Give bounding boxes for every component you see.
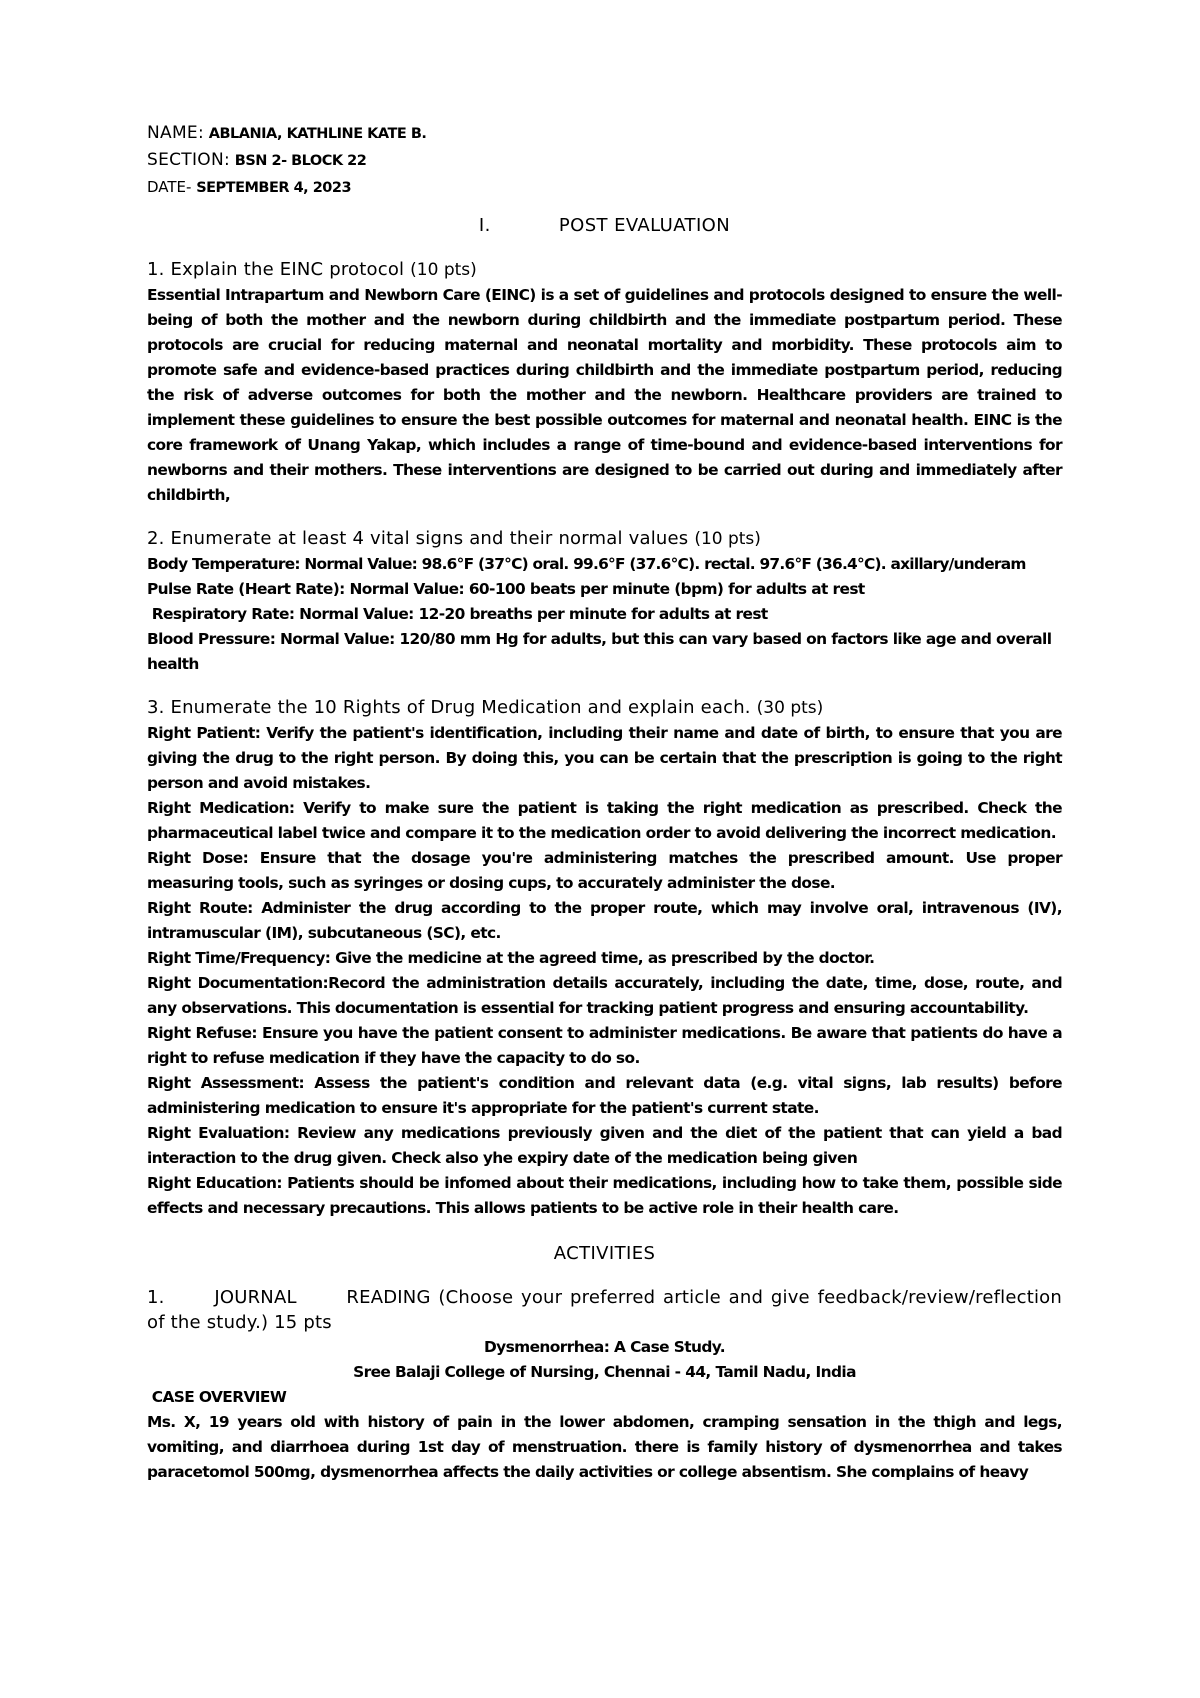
question-1-answer: Essential Intrapartum and Newborn Care (EINC) is a set of guidelines and protocols designed to ensure the well-being of both the mother and the newborn during childbirth and the immediate postpartum period. These protocols are crucial for reducing maternal and neonatal mortality and morbidity. These protocols aim to promote safe and evidence-based practices during childbirth and the immediate postpartum period, reducing the risk of adverse outcomes for both the mother and the newborn. Healthcare providers are trained to implement these guidelines to ensure the best possible outcomes for maternal and neonatal health. EINC is the core framework of Unang Yakap, which includes a range of time-bound and evidence-based interventions for newborns and their mothers. These interventions are designed to be carried out during and immediately after childbirth, <box>147 286 1062 504</box>
name-label: NAME: <box>147 123 204 143</box>
name-line <box>147 120 1062 147</box>
question-1-text: 1. Explain the EINC protocol <box>147 259 405 280</box>
drug-right-item: Right Route: Administer the drug according to the proper route, which may involve oral, intravenous (IV), intramuscular (IM), subcutaneous (SC), etc. <box>147 899 1062 942</box>
drug-right-item: Right Evaluation: Review any medications previously given and the diet of the patient that can yield a bad interaction to the drug given. Check also yhe expiry date of the medication being given <box>147 1124 1062 1167</box>
date-value: SEPTEMBER 4, 2023 <box>196 180 352 196</box>
drug-right-item: Right Patient: Verify the patient's identification, including their name and date of birth, to ensure that you are giving the drug to the right person. By doing this, you can be certain that the prescription is going to the right person and avoid mistakes. <box>147 724 1062 792</box>
question-3-points: (30 pts) <box>756 698 824 718</box>
journal-heading: 1. JOURNAL READING <box>147 1287 431 1308</box>
case-overview-label: CASE OVERVIEW <box>147 1388 287 1406</box>
drug-right-item: Right Dose: Ensure that the dosage you're administering matches the prescribed amount. Use proper measuring tools, such as syringes or dosing cups, to accurately administer the dose. <box>147 849 1062 892</box>
activities-heading: ACTIVITIES <box>553 1243 656 1264</box>
vital-sign-item: Body Temperature: Normal Value: 98.6°F (37°C) oral. 99.6°F (37.6°C). rectal. 97.6°F (36.4°C). axillary/underam <box>147 555 1026 573</box>
drug-right-item: Right Education: Patients should be infomed about their medications, including how to take them, possible side effects and necessary precautions. This allows patients to be active role in their health care. <box>147 1174 1062 1217</box>
section-label: SECTION: <box>147 150 231 170</box>
question-3-text: 3. Enumerate the 10 Rights of Drug Medication and explain each. <box>147 697 751 718</box>
case-overview-text: Ms. X, 19 years old with history of pain in the lower abdomen, cramping sensation in the thigh and legs, vomiting, and diarrhoea during 1st day of menstruation. there is family history of dysmenorrhea and takes paracetomol 500mg, dysmenorrhea affects the daily activities or college absentism. She complains of heavy <box>147 1413 1062 1481</box>
section-line <box>147 147 1062 174</box>
question-1-heading <box>147 257 1062 283</box>
question-1-points: (10 pts) <box>410 260 477 280</box>
article-source: Sree Balaji College of Nursing, Chennai - 44, Tamil Nadu, India <box>353 1363 856 1381</box>
article-title: Dysmenorrhea: A Case Study. <box>483 1338 726 1356</box>
drug-right-item: Right Time/Frequency: Give the medicine at the agreed time, as prescribed by the doctor. <box>147 949 875 967</box>
date-line <box>147 174 1062 201</box>
drug-right-item: Right Medication: Verify to make sure the patient is taking the right medication as prescribed. Check the pharmaceutical label twice and compare it to the medication order to avoid delivering the incorrect medication. <box>147 799 1062 842</box>
student-header <box>147 120 1062 201</box>
question-2-text: 2. Enumerate at least 4 vital signs and their normal values <box>147 528 689 549</box>
drug-right-item: Right Refuse: Ensure you have the patient consent to administer medications. Be aware that patients do have a right to refuse medication if they have the capacity to do so. <box>147 1024 1062 1067</box>
document-page <box>147 120 1062 1485</box>
question-2-heading <box>147 526 1062 552</box>
vital-sign-item: Blood Pressure: Normal Value: 120/80 mm Hg for adults, but this can vary based on factors like age and overall health <box>147 630 1052 673</box>
section-value: BSN 2- BLOCK 22 <box>234 153 367 169</box>
section-numeral: I. <box>478 215 491 236</box>
journal-instructions: (Choose your preferred article and give feedback/review/reflection of the study.) 15 pts <box>147 1287 1062 1333</box>
drug-right-item: Right Assessment: Assess the patient's condition and relevant data (e.g. vital signs, lab results) before administering medication to ensure it's appropriate for the patient's current state. <box>147 1074 1062 1117</box>
vital-sign-item: Respiratory Rate: Normal Value: 12-20 breaths per minute for adults at rest <box>147 605 768 623</box>
section-title: POST EVALUATION <box>558 215 731 236</box>
drug-right-item: Right Documentation:Record the administration details accurately, including the date, time, dose, route, and any observations. This documentation is essential for tracking patient progress and ensuring accountability. <box>147 974 1062 1017</box>
question-2-points: (10 pts) <box>694 529 761 549</box>
vital-sign-item: Pulse Rate (Heart Rate): Normal Value: 60-100 beats per minute (bpm) for adults at rest <box>147 580 865 598</box>
question-3-heading <box>147 695 1062 721</box>
date-label: DATE- <box>147 178 192 196</box>
name-value: ABLANIA, KATHLINE KATE B. <box>208 126 427 142</box>
drug-rights-list <box>147 721 1062 1221</box>
vital-signs-list <box>147 552 1062 677</box>
journal-reading-instructions <box>147 1285 1062 1335</box>
post-evaluation-heading <box>147 213 1062 239</box>
